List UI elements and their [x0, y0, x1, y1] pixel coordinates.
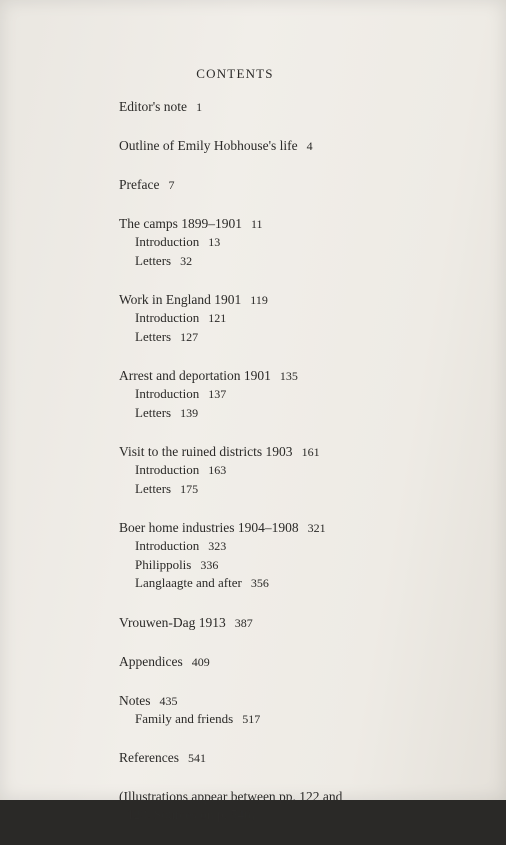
toc-entry-row — [119, 367, 479, 385]
toc-entry — [119, 367, 479, 422]
toc-subentry-page: 517 — [242, 711, 261, 726]
toc-subentry — [135, 480, 479, 499]
toc-entry — [119, 291, 479, 346]
toc-subentry — [135, 328, 479, 347]
toc-entry-title: References — [119, 750, 179, 765]
toc-subentry-title: Letters — [135, 252, 172, 268]
toc-entry-page: 11 — [250, 217, 263, 231]
toc-entry-page: 4 — [306, 139, 313, 153]
toc-entry-page: 1 — [196, 100, 203, 114]
toc-subentry-page: 175 — [180, 481, 199, 496]
toc-entry — [119, 749, 479, 767]
toc-subentries — [119, 461, 479, 498]
illustrations-note-line-1: (Illustrations appear between pp. 122 and — [119, 789, 343, 804]
toc-entry-row — [119, 443, 479, 461]
toc-subentry-title: Family and friends — [135, 710, 234, 726]
toc-subentry-title: Letters — [135, 328, 172, 344]
toc-subentry — [135, 309, 479, 328]
toc-entry-title: The camps 1899–1901 — [119, 216, 242, 231]
toc-subentry-page: 137 — [208, 387, 227, 401]
toc-subentry-title: Introduction — [135, 386, 200, 401]
toc-subentry-page: 32 — [180, 253, 193, 268]
toc-entry-title: Appendices — [119, 653, 183, 669]
toc-entry-row — [119, 614, 479, 632]
toc-entry-page: 435 — [159, 693, 178, 708]
toc-entry-row — [119, 291, 479, 309]
toc-subentry-page: 13 — [208, 235, 221, 249]
toc-entry-row — [119, 215, 479, 233]
toc-subentry-title: Philippolis — [135, 556, 192, 572]
toc-entry-page: 7 — [168, 178, 175, 192]
toc-subentry-title: Introduction — [135, 234, 200, 249]
toc-entry-page: 541 — [187, 751, 206, 765]
toc-subentry-page: 127 — [180, 329, 199, 344]
table-of-contents — [119, 98, 479, 845]
toc-entry-row — [119, 176, 479, 194]
toc-subentries — [119, 233, 479, 270]
toc-subentry-title: Introduction — [135, 538, 200, 553]
illustrations-note — [119, 788, 479, 824]
toc-subentry-page: 163 — [208, 463, 227, 477]
toc-subentry-page: 356 — [250, 576, 269, 590]
toc-entry-row — [119, 692, 479, 710]
toc-entry-row — [119, 653, 479, 671]
toc-entry — [119, 137, 479, 155]
toc-entry-row — [119, 519, 479, 537]
toc-subentry-title: Letters — [135, 404, 172, 420]
toc-entry — [119, 98, 479, 116]
illustrations-note-line-2: 123. Sources on p. 546) — [127, 807, 256, 822]
toc-subentry-page: 139 — [180, 405, 199, 420]
toc-entry-title: Work in England 1901 — [119, 292, 242, 307]
toc-entry-row — [119, 749, 479, 767]
toc-subentry-page: 121 — [208, 311, 227, 325]
toc-entry-title: Editor's note — [119, 99, 188, 114]
toc-subentry-title: Langlaagte and after — [135, 575, 242, 590]
toc-subentry — [135, 710, 479, 729]
page-title: CONTENTS — [196, 66, 274, 81]
toc-subentry-title: Introduction — [135, 462, 200, 477]
toc-entry — [119, 519, 479, 593]
toc-subentry-title: Letters — [135, 480, 172, 496]
toc-entry-page: 321 — [307, 521, 326, 535]
toc-entry-page: 387 — [234, 615, 253, 630]
toc-subentry — [135, 461, 479, 480]
toc-entry — [119, 653, 479, 671]
toc-entry — [119, 614, 479, 632]
toc-subentry-title: Introduction — [135, 310, 200, 325]
toc-subentry — [135, 556, 479, 575]
toc-entry-title: Arrest and deportation 1901 — [119, 368, 271, 383]
toc-entry-title: Visit to the ruined districts 1903 — [119, 444, 293, 459]
toc-entry-row — [119, 98, 479, 116]
toc-subentry-page: 323 — [208, 539, 227, 553]
toc-entry-page: 409 — [191, 654, 210, 669]
toc-subentries — [119, 710, 479, 729]
toc-subentry — [135, 252, 479, 271]
toc-entry-title: Boer home industries 1904–1908 — [119, 520, 299, 535]
toc-entry-title: Notes — [119, 692, 151, 708]
toc-entry-page: 135 — [279, 369, 298, 383]
toc-entry — [119, 692, 479, 729]
toc-subentries — [119, 385, 479, 422]
toc-subentries — [119, 309, 479, 346]
toc-subentry-page: 336 — [200, 557, 219, 572]
toc-entry-page: 161 — [301, 445, 320, 459]
toc-entry-title: Preface — [119, 177, 160, 192]
toc-entry-title: Vrouwen-Dag 1913 — [119, 614, 226, 630]
toc-entry — [119, 443, 479, 498]
toc-subentry — [135, 385, 479, 404]
toc-entry — [119, 215, 479, 270]
toc-entry-title: Outline of Emily Hobhouse's life — [119, 138, 298, 153]
toc-subentries — [119, 537, 479, 593]
toc-entry — [119, 176, 479, 194]
toc-subentry — [135, 404, 479, 423]
toc-entry-row — [119, 137, 479, 155]
toc-subentry — [135, 537, 479, 556]
toc-subentry — [135, 233, 479, 252]
toc-subentry — [135, 574, 479, 593]
toc-entry-page: 119 — [250, 293, 268, 307]
